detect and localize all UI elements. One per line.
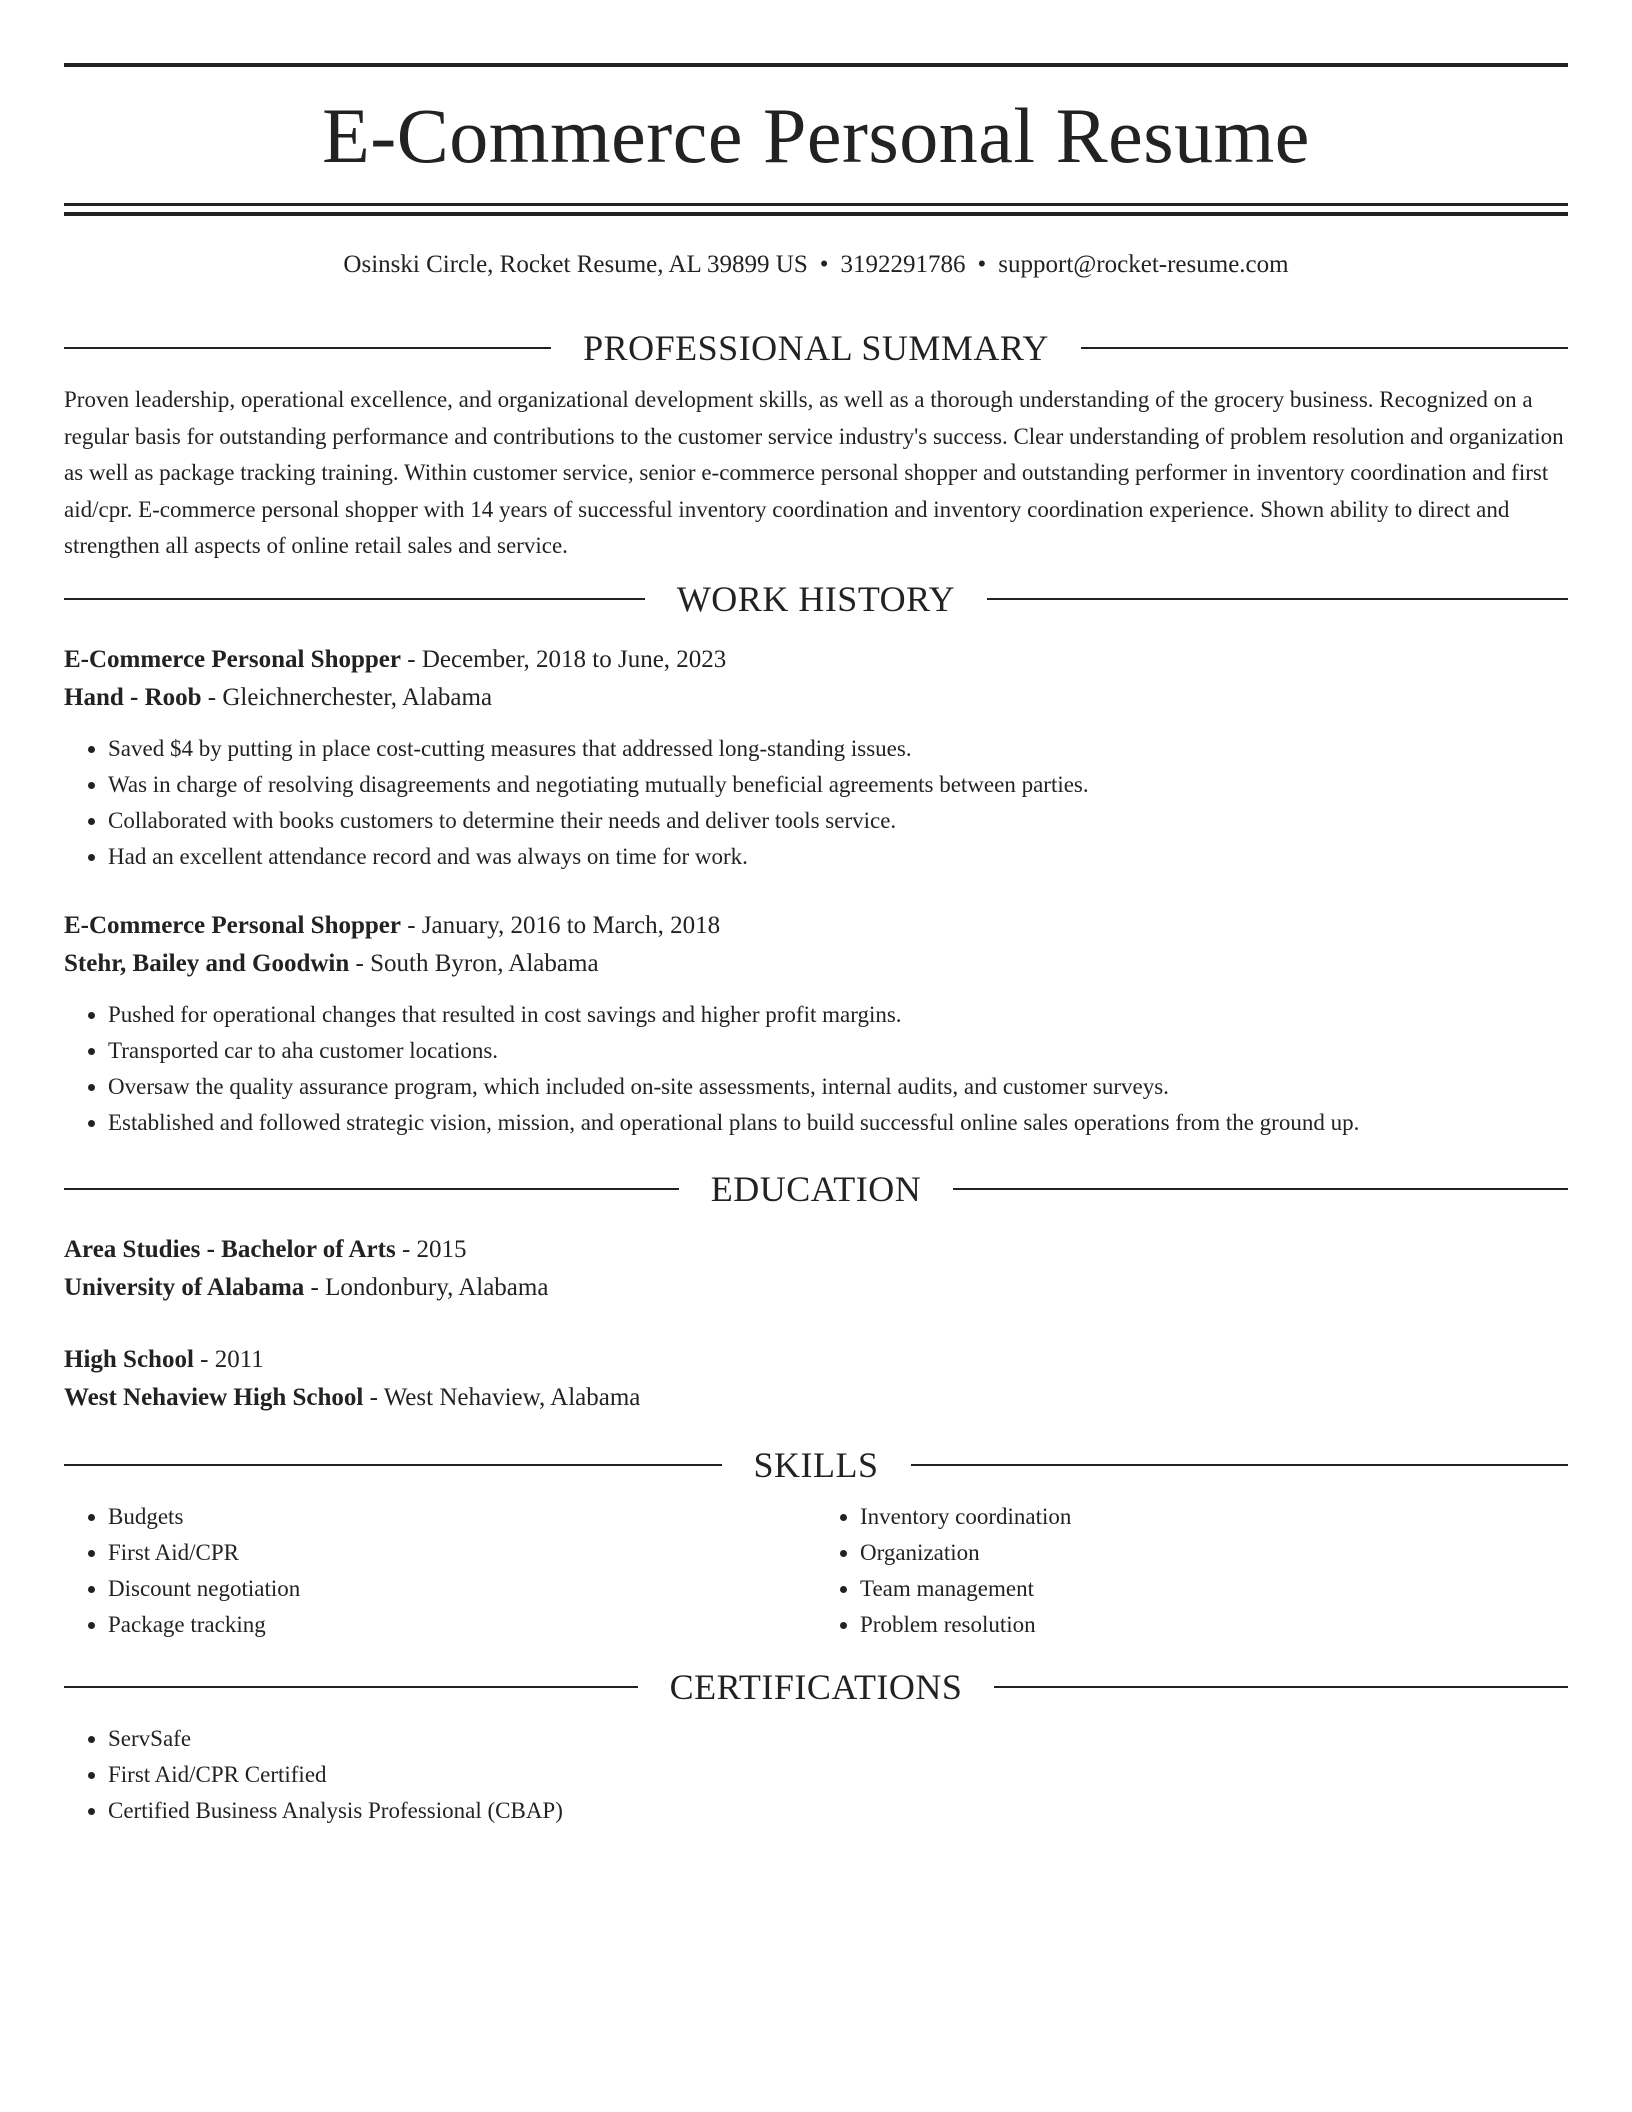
- certifications-section-header: [64, 1665, 1568, 1709]
- skills-list-right: [816, 1499, 1568, 1643]
- contact-phone: 3192291786: [840, 251, 966, 278]
- job-bullets: [64, 731, 1568, 875]
- school-line: [64, 1379, 1568, 1417]
- job-title-line: [64, 907, 1568, 945]
- divider-line: [994, 1686, 1568, 1688]
- degree-line: [64, 1341, 1568, 1379]
- certifications-list: [64, 1721, 1568, 1829]
- job-company-line: [64, 679, 1568, 717]
- divider-line: [64, 1188, 679, 1190]
- list-item: • Had an excellent attendance record and was always on time for work.: [108, 839, 1568, 875]
- school: West Nehaview High School: [64, 1383, 364, 1411]
- divider-line: [953, 1188, 1568, 1190]
- degree-year: - 2015: [395, 1235, 467, 1263]
- work-entry: [64, 907, 1568, 1141]
- contact-separator: •: [819, 251, 829, 278]
- certification-item: • First Aid/CPR Certified: [108, 1757, 1568, 1793]
- job-role: E-Commerce Personal Shopper: [64, 645, 401, 673]
- work-section-header: [64, 577, 1568, 621]
- degree: Area Studies - Bachelor of Arts: [64, 1235, 396, 1263]
- skill-item: • Problem resolution: [860, 1607, 1568, 1643]
- work-heading: WORK HISTORY: [676, 578, 956, 619]
- education-heading: EDUCATION: [710, 1168, 922, 1209]
- resume-page: [64, 0, 1568, 1829]
- skill-item: • Discount negotiation: [108, 1571, 816, 1607]
- skills-grid: [64, 1499, 1568, 1643]
- skill-item: • Inventory coordination: [860, 1499, 1568, 1535]
- work-entry: [64, 641, 1568, 875]
- school: University of Alabama: [64, 1273, 305, 1301]
- list-item: • Transported car to aha customer locations.: [108, 1033, 1568, 1069]
- resume-title: E-Commerce Personal Resume: [322, 92, 1310, 179]
- list-item: • Collaborated with books customers to determine their needs and deliver tools service.: [108, 803, 1568, 839]
- divider-line: [64, 598, 645, 600]
- job-role: E-Commerce Personal Shopper: [64, 911, 401, 939]
- job-dates: - December, 2018 to June, 2023: [401, 645, 727, 673]
- school-line: [64, 1269, 1568, 1307]
- summary-text: Proven leadership, operational excellence, and organizational development skills, as well as a thorough understanding of the grocery business. Recognized on a regular basis for outstanding performance and contributions to the customer service industry's success. Clear understanding of problem resolution and organization as well as package tracking training. Within customer service, senior e-commerce personal shopper and outstanding performer in inventory coordination and first aid/cpr. E-commerce personal shopper with 14 years of successful inventory coordination and inventory coordination experience. Shown ability to direct and strengthen all aspects of online retail sales and service.: [64, 387, 1564, 558]
- list-item: • Was in charge of resolving disagreements and negotiating mutually beneficial agreements between parties.: [108, 767, 1568, 803]
- divider-line: [64, 1686, 638, 1688]
- skill-item: • Organization: [860, 1535, 1568, 1571]
- skills-section-header: [64, 1443, 1568, 1487]
- list-item: • Established and followed strategic vision, mission, and operational plans to build successful online sales operations from the ground up.: [108, 1105, 1568, 1141]
- list-item: • Saved $4 by putting in place cost-cutting measures that addressed long-standing issues.: [108, 731, 1568, 767]
- certification-item: • ServSafe: [108, 1721, 1568, 1757]
- divider-line: [64, 347, 551, 349]
- job-location: - South Byron, Alabama: [349, 949, 599, 977]
- certification-item: • Certified Business Analysis Professional (CBAP): [108, 1793, 1568, 1829]
- degree: High School: [64, 1345, 194, 1373]
- skill-item: • Team management: [860, 1571, 1568, 1607]
- skill-item: • Package tracking: [108, 1607, 816, 1643]
- job-bullets: [64, 997, 1568, 1141]
- school-location: - Londonbury, Alabama: [304, 1273, 549, 1301]
- divider-line: [987, 598, 1568, 600]
- job-company-line: [64, 945, 1568, 983]
- education-section-header: [64, 1167, 1568, 1211]
- job-location: - Gleichnerchester, Alabama: [201, 683, 493, 711]
- school-location: - West Nehaview, Alabama: [363, 1383, 641, 1411]
- job-title-line: [64, 641, 1568, 679]
- skills-list-left: [64, 1499, 816, 1643]
- divider-line: [1081, 347, 1568, 349]
- job-dates: - January, 2016 to March, 2018: [401, 911, 721, 939]
- list-item: • Pushed for operational changes that resulted in cost savings and higher profit margins.: [108, 997, 1568, 1033]
- job-company: Hand - Roob: [64, 683, 202, 711]
- skill-item: • First Aid/CPR: [108, 1535, 816, 1571]
- top-rule: [64, 63, 1568, 67]
- contact-email[interactable]: support@rocket-resume.com: [998, 251, 1289, 278]
- list-item: • Oversaw the quality assurance program, which included on-site assessments, internal audits, and customer surveys.: [108, 1069, 1568, 1105]
- education-entry: [64, 1231, 1568, 1307]
- divider-line: [911, 1464, 1569, 1466]
- degree-line: [64, 1231, 1568, 1269]
- divider-line: [64, 1464, 722, 1466]
- certifications-heading: CERTIFICATIONS: [669, 1666, 963, 1707]
- skill-item: • Budgets: [108, 1499, 816, 1535]
- education-entry: [64, 1341, 1568, 1417]
- degree-year: - 2011: [193, 1345, 264, 1373]
- contact-separator: •: [977, 251, 987, 278]
- summary-section-header: [64, 326, 1568, 370]
- contact-address: Osinski Circle, Rocket Resume, AL 39899 US: [343, 251, 808, 278]
- summary-heading: PROFESSIONAL SUMMARY: [583, 328, 1049, 368]
- title-double-rule: [64, 203, 1568, 216]
- job-company: Stehr, Bailey and Goodwin: [64, 949, 350, 977]
- skills-heading: SKILLS: [753, 1444, 879, 1485]
- contact-line: [64, 248, 1568, 282]
